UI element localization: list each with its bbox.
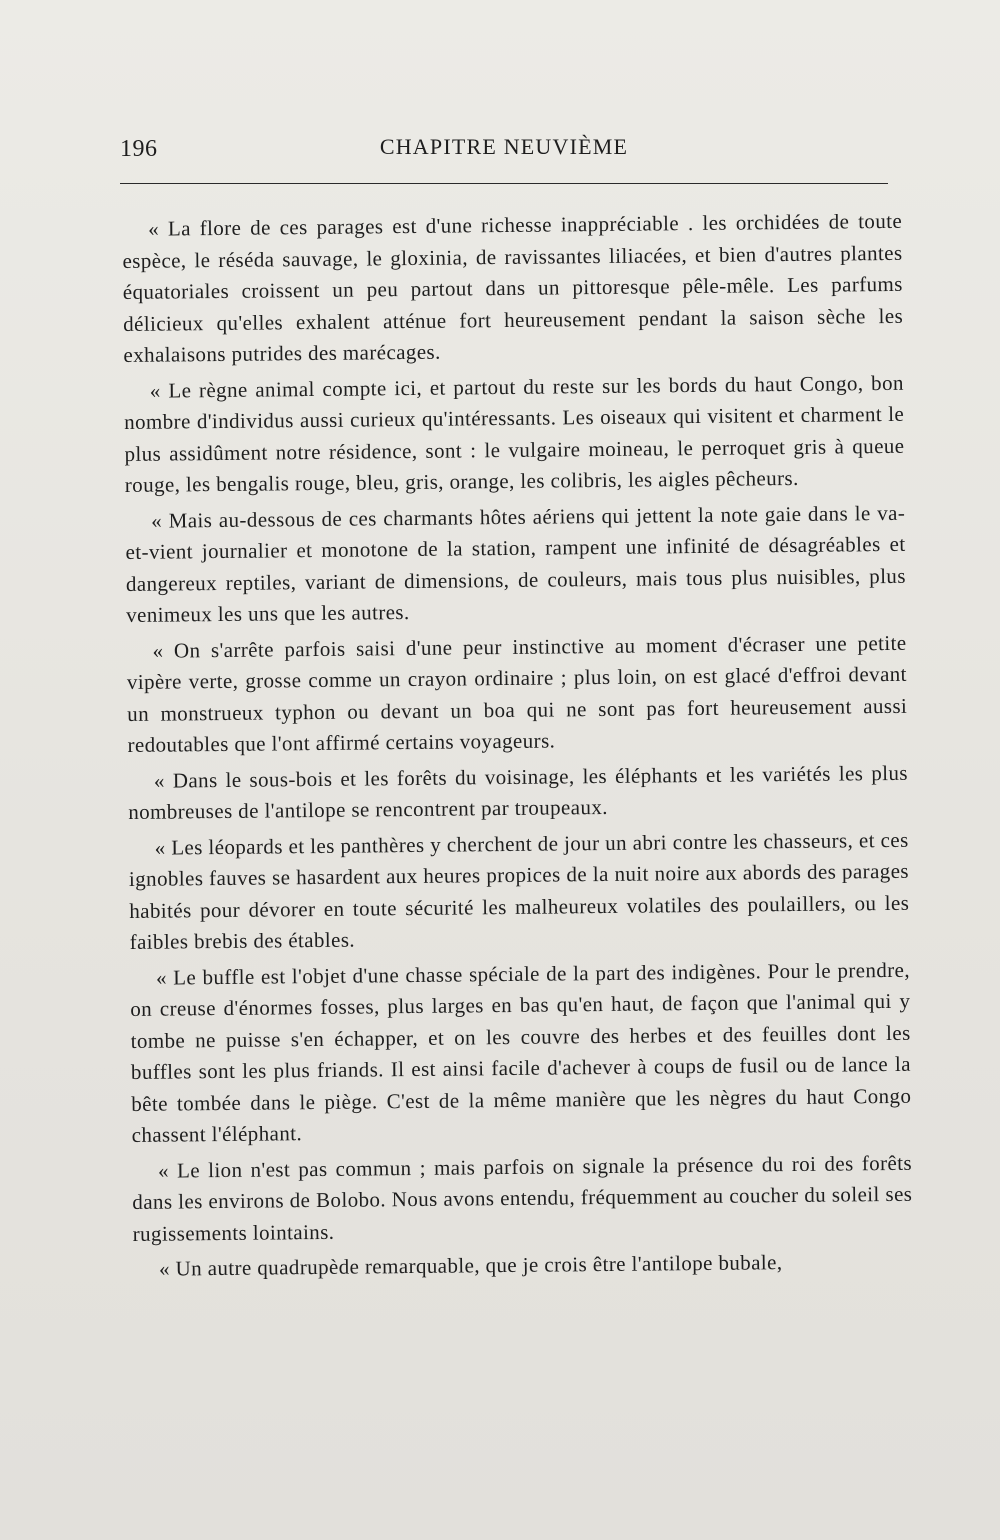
paragraph: « Les léopards et les panthères y cherchent de jour un abri contre les chasseurs, et ces ignobles fauves se hasardent aux heures propices de la nuit noire aux abords des parages habités pour dévorer en toute sécurité les malheureux volatiles des poulaillers, ou les faibles brebis des étables. <box>128 827 910 954</box>
paragraph: « Le règne animal compte ici, et partout du reste sur les bords du haut Congo, bon nombre d'individus aussi curieux qu'intéressants. Les oiseaux qui visitent et charment le plus assidûment notre résidence, sont : le vulgaire moineau, le perroquet gris à queue rouge, les bengalis rouge, bleu, gris, orange, les colibris, les aigles pêcheurs. <box>124 370 905 497</box>
paragraph: « Un autre quadrupède remarquable, que je crois être l'antilope bubale, <box>158 1250 783 1281</box>
paragraph: « Le buffle est l'objet d'une chasse spéciale de la part des indigènes. Pour le prendre, on creuse d'énormes fosses, plus larges en bas qu'en haut, de façon que l'animal qui y tombe ne puisse s'en échapper, et on les couvre des herbes et des feuilles dont les buffles sont les plus friands. Il est ainsi facile d'achever à coups de fusil ou de lance la bête tombée dans le piège. C'est de la même manière que les nègres du haut Congo chassent l'éléphant. <box>130 957 912 1147</box>
running-title: CHAPITRE NEUVIÈME <box>379 134 629 159</box>
paragraph: « On s'arrête parfois saisi d'une peur instinctive au moment d'écraser une petite vipère verte, grosse comme un crayon ordinaire ; plus loin, on est glacé d'effroi devant un monstrueux typhon ou devant un boa qui ne sont pas fort heureusement aussi redoutables que l'ont affirmé certains voyageurs. <box>126 630 908 757</box>
paragraph: « Le lion n'est pas commun ; mais parfois on signale la présence du roi des forêts dans les environs de Bolobo. Nous avons entendu, fréquemment au coucher du soleil ses rugissements lointains. <box>132 1150 913 1246</box>
page-header <box>120 128 888 168</box>
paragraph: « Mais au-dessous de ces charmants hôtes aériens qui jettent la note gaie dans le va-et-vient journalier et monotone de la station, rampent une infinité de désagréables et dangereux reptiles, variant de dimensions, de couleurs, mais tous plus nuisibles, plus venimeux les uns que les autres. <box>125 500 906 627</box>
paragraph: « Dans le sous-bois et les forêts du voisinage, les éléphants et les variétés les plus nombreuses de l'antilope se rencontrent par troupeaux. <box>128 760 909 824</box>
body-text <box>122 206 913 1290</box>
header-rule <box>120 183 888 184</box>
page-number: 196 <box>120 136 158 162</box>
paragraph: « La flore de ces parages est d'une richesse inappréciable . les orchidées de toute espèce, le réséda sauvage, le gloxinia, de ravissantes liliacées, et bien d'autres plantes équatoriales croissent un peu partout dans un pittoresque pêle-mêle. Les parfums délicieux qu'elles exhalent atténue fort heureusement pendant la saison sèche les exhalaisons putrides des marécages. <box>122 208 904 367</box>
